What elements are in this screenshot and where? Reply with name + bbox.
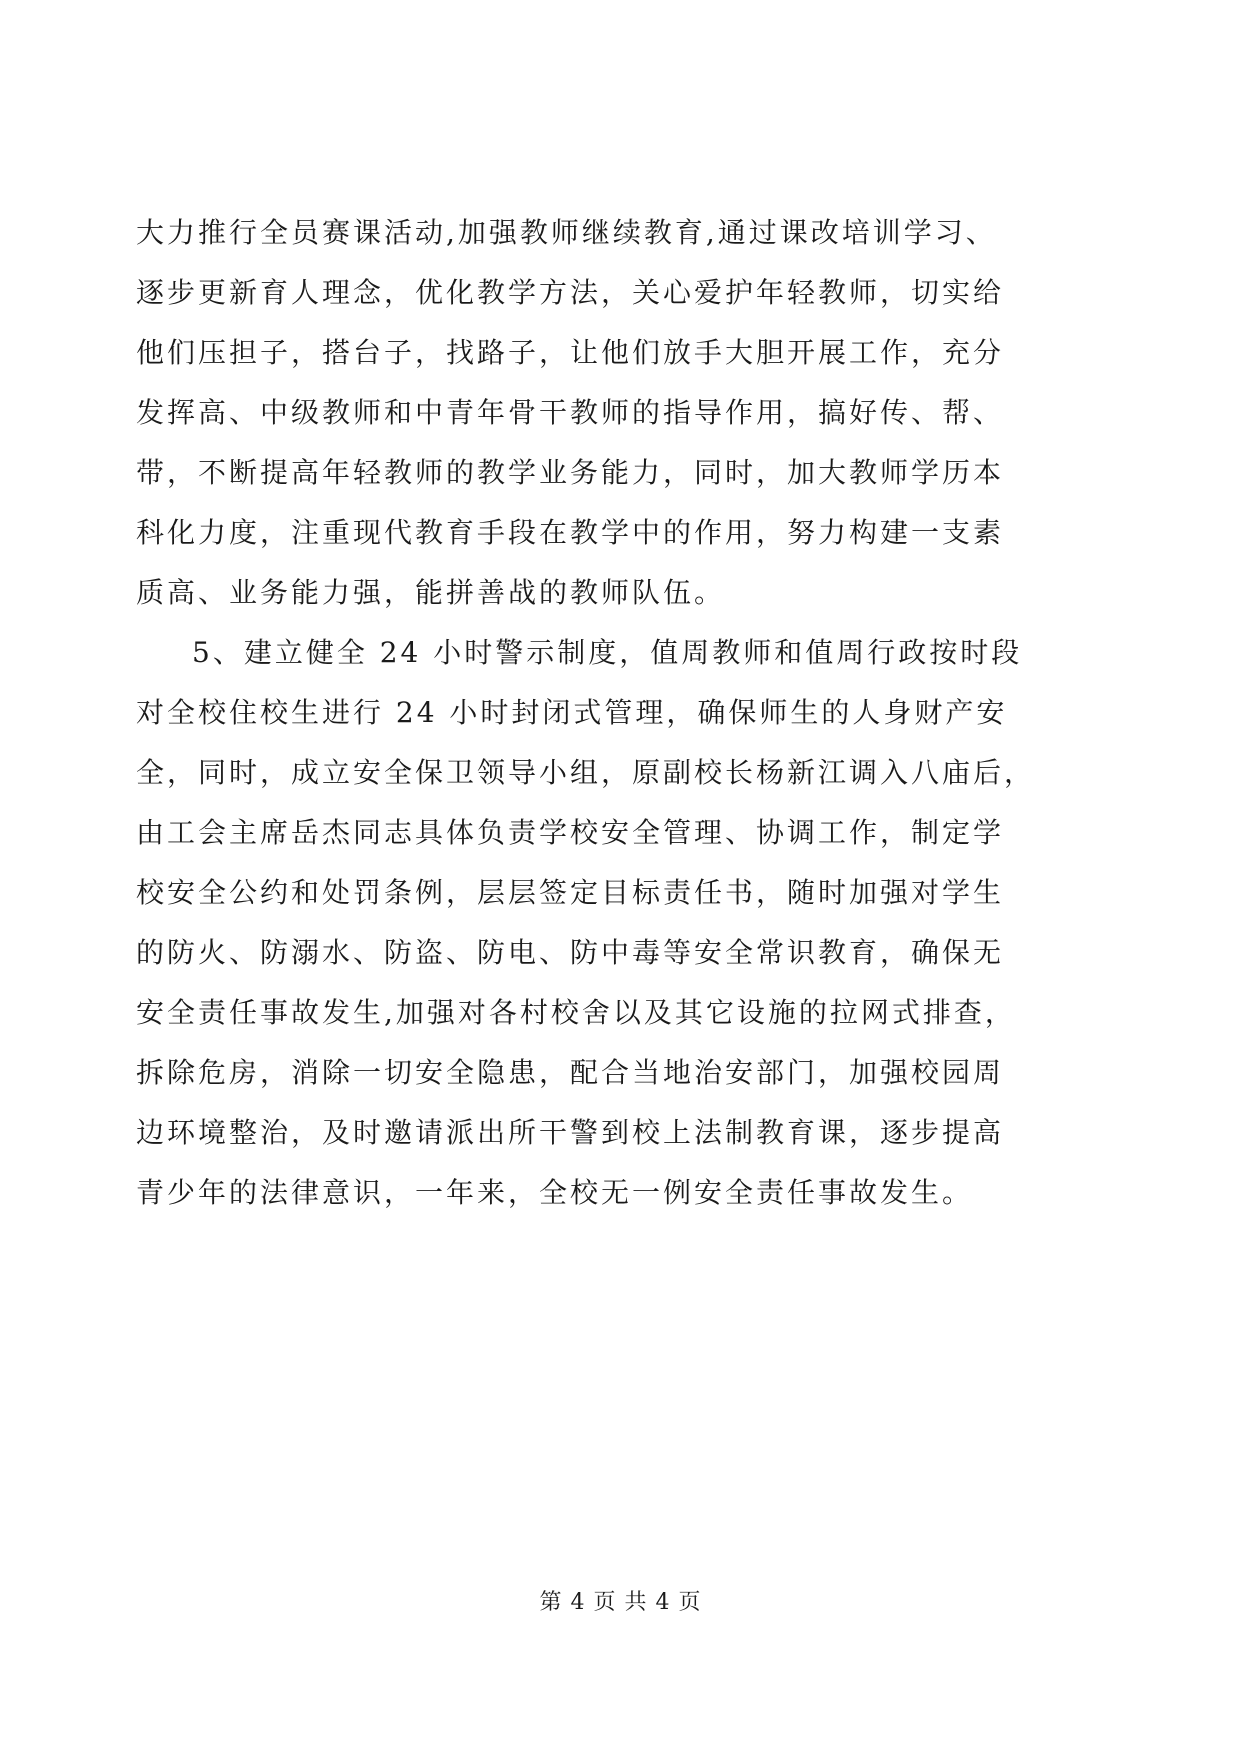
page-number-footer: 第 4 页 共 4 页 [539,1590,702,1615]
paragraph-1-line-1: 大力推行全员赛课活动,加强教师继续教育,通过课改培训学习、 [136,216,997,249]
paragraph-1-line-4: 发挥高、中级教师和中青年骨干教师的指导作用，搞好传、帮、 [136,396,1005,429]
paragraph-2-line-2: 对全校住校生进行 24 小时封闭式管理，确保师生的人身财产安 [136,696,1008,729]
paragraph-1-line-6: 科化力度，注重现代教育手段在教学中的作用，努力构建一支素 [136,516,1005,549]
paragraph-2-line-8: 拆除危房，消除一切安全隐患，配合当地治安部门，加强校园周 [136,1056,1005,1089]
paragraph-1-line-7: 质高、业务能力强，能拼善战的教师队伍。 [136,576,726,609]
document-body [136,203,1106,1223]
paragraph-2-line-6: 的防火、防溺水、防盗、防电、防中毒等安全常识教育，确保无 [136,936,1005,969]
paragraph-1-line-3: 他们压担子，搭台子，找路子，让他们放手大胆开展工作，充分 [136,336,1005,369]
paragraph-2-line-5: 校安全公约和处罚条例，层层签定目标责任书，随时加强对学生 [136,876,1005,909]
paragraph-2-line-10: 青少年的法律意识，一年来，全校无一例安全责任事故发生。 [136,1176,974,1209]
paragraph-1-line-2: 逐步更新育人理念，优化教学方法，关心爱护年轻教师，切实给 [136,276,1005,309]
paragraph-2-line-4: 由工会主席岳杰同志具体负责学校安全管理、协调工作，制定学 [136,816,1005,849]
paragraph-2-line-7: 安全责任事故发生,加强对各村校舍以及其它设施的拉网式排查， [136,996,1016,1029]
paragraph-2-line-9: 边环境整治，及时邀请派出所干警到校上法制教育课，逐步提高 [136,1116,1005,1149]
paragraph-1-line-5: 带，不断提高年轻教师的教学业务能力，同时，加大教师学历本 [136,456,1005,489]
paragraph-2-line-1: 5、建立健全 24 小时警示制度，值周教师和值周行政按时段 [192,636,1023,669]
paragraph-2-line-3: 全，同时，成立安全保卫领导小组，原副校长杨新江调入八庙后， [136,756,1036,789]
